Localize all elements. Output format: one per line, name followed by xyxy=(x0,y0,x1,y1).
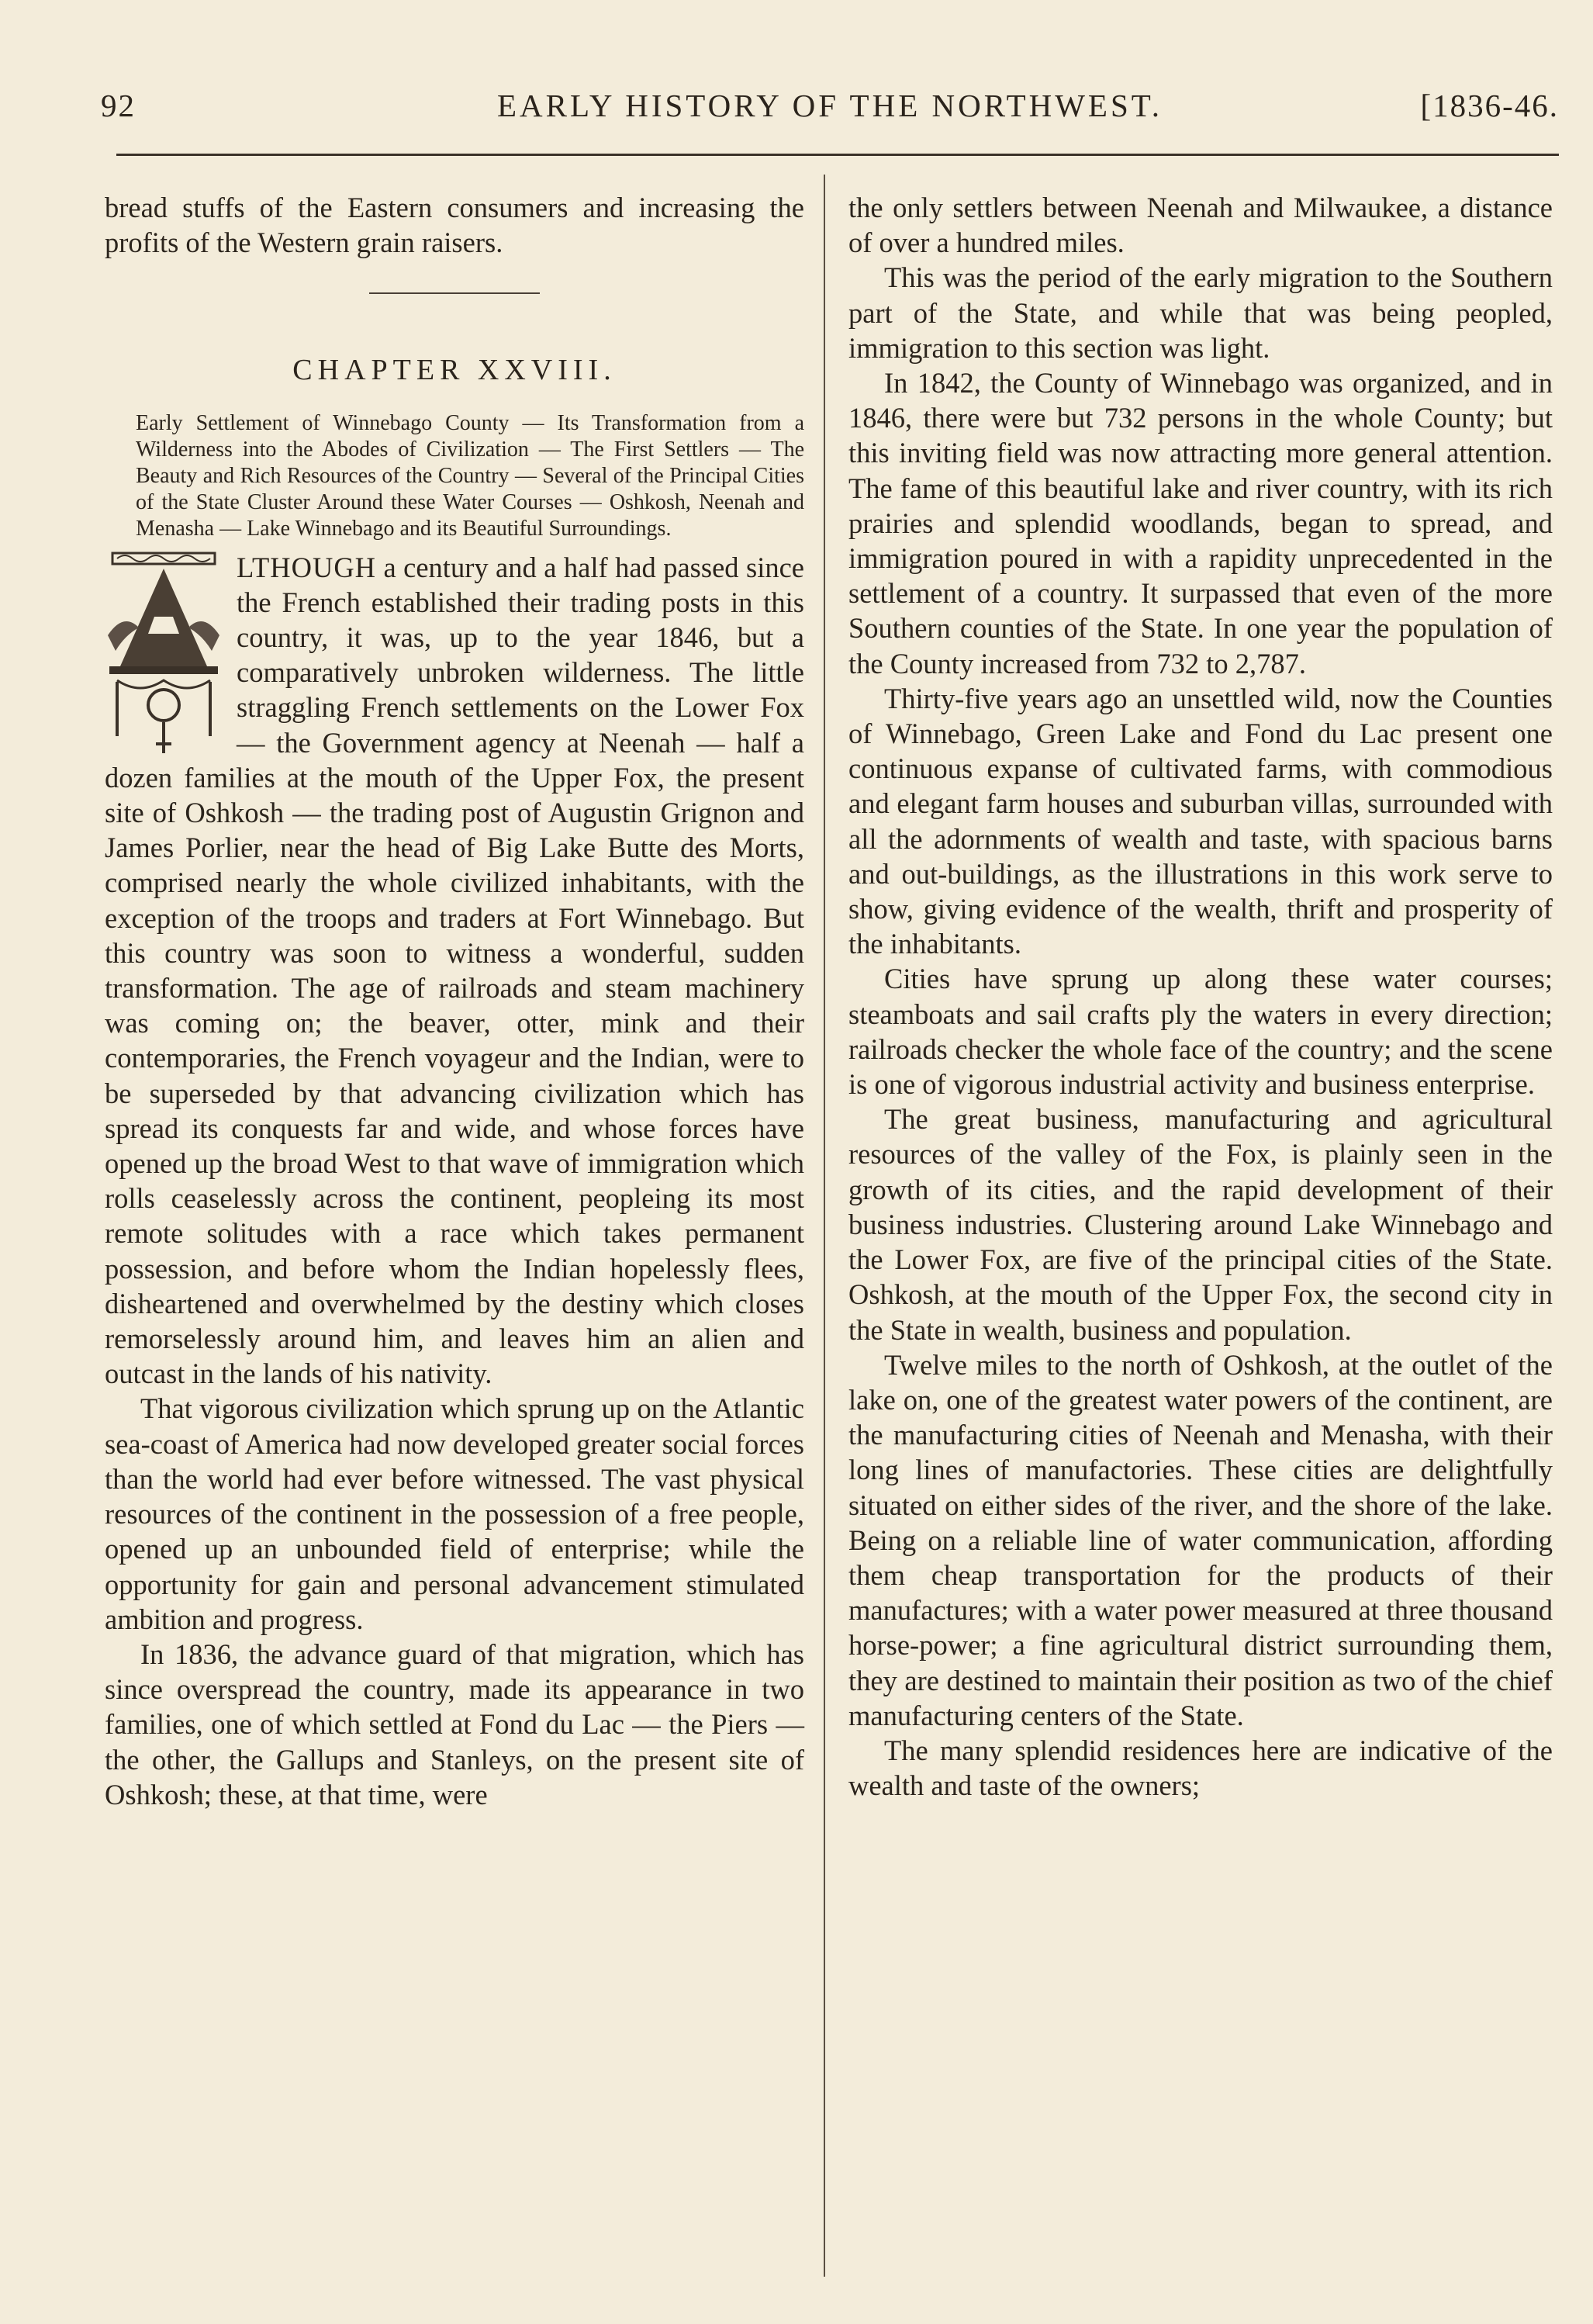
drop-cap-ornament-icon xyxy=(102,550,226,759)
running-title: EARLY HISTORY OF THE NORTHWEST. xyxy=(496,88,1163,123)
paragraph-migration: This was the period of the early migration to the Southern part of the State, and while that was being peopled, immigration to this section was light. xyxy=(848,261,1553,364)
paragraph-settlers: the only settlers between Neenah and Milwaukee, a distance of over a hundred miles. xyxy=(848,192,1553,259)
drop-cap-lead-word: LTHOUGH xyxy=(237,551,377,583)
right-column xyxy=(848,190,1553,1803)
paragraph-civilization: That vigorous civilization which sprung up on the Atlantic sea-coast of America had now developed greater social forces than the world had ever before witnessed. The vast physical resources of the continent in the possession of a free people, opened up an unbounded field of enterprise; while the opportunity for gain and personal advancement stimulated ambition and progress. xyxy=(105,1392,804,1635)
section-divider xyxy=(369,292,540,294)
header-rule xyxy=(116,154,1559,156)
ornamental-drop-cap xyxy=(102,550,226,759)
continuation-paragraph: bread stuffs of the Eastern consumers and increasing the profits of the Western grain raisers. xyxy=(105,192,804,259)
chapter-synopsis: Early Settlement of Winnebago County — Its Transformation from a Wilderness into the Abodes of Civilization — The First Settlers — The Beauty and Rich Resources of the Country — Several of the Principal Cities of the State Cluster Around these Water Courses — Oshkosh, Neenah and Menasha — Lake Winnebago and its Beautiful Surroundings. xyxy=(136,410,804,541)
paragraph-fox-valley: The great business, manufacturing and agricultural resources of the valley of the Fox, is plainly seen in the growth of its cities, and the rapid development of their business industries. Clustering around Lake Winnebago and the Lower Fox, are five of the principal cities of the State. Oshkosh, at the mouth of the Upper Fox, the second city in the State in wealth, business and population. xyxy=(848,1103,1553,1346)
paragraph-1842: In 1842, the County of Winnebago was organized, and in 1846, there were but 732 persons in the whole County; but this inviting field was now attracting more general attention. The fame of this beautiful lake and river country, with its rich prairies and splendid woodlands, began to spread, and immigration poured in with a rapidity unprecedented in the settlement of a country. It surpassed that even of the more Southern counties of the State. In one year the population of the County increased from 732 to 2,787. xyxy=(848,367,1553,680)
running-header xyxy=(101,87,1559,133)
opening-paragraph xyxy=(105,550,804,1392)
chapter-heading: CHAPTER XXVIII. xyxy=(292,354,617,387)
opening-paragraph-text: a century and a half had passed since the French established their trading posts in this country, it was, up to the year 1846, but a comparatively unbroken wilderness. The little straggling French settlements on the Lower Fox — the Government agency at Neenah — half a dozen families at the mouth of the Upper Fox, the present site of Oshkosh — the trading post of Augustin Grignon and James Porlier, near the head of Big Lake Butte des Morts, comprised nearly the whole civilized inhabitants, with the exception of the troops and traders at Fort Winnebago. But this country was soon to witness a wonderful, sudden transformation. The age of railroads and steam machinery was coming on; the beaver, otter, mink and their contemporaries, the French voyageur and the Indian, were to be superseded by that advancing civilization which has spread its conquests far and wide, and whose forces have opened up the broad West to that wave of immigration which rolls ceaselessly across the continent, peopleing its most remote solitudes with a race which takes permanent possession, and before whom the Indian hopelessly flees, disheartened and overwhelmed by the destiny which closes remorselessly around him, and leaves him an alien and outcast in the lands of his nativity. xyxy=(105,551,804,1390)
paragraph-neenah-menasha: Twelve miles to the north of Oshkosh, at the outlet of the lake on, one of the greatest water powers of the continent, are the manufacturing cities of Neenah and Menasha, with their long lines of manufactories. These cities are delightfully situated on either sides of the river, and the shore of the lake. Being on a reliable line of water communication, affording them cheap transportation for the products of their manufactures; with a water power measured at three thousand horse-power; a fine agricultural district surrounding them, they are destined to maintain their position as two of the chief manufacturing centers of the State. xyxy=(848,1348,1553,1731)
page-number: 92 xyxy=(101,88,136,123)
year-range: [1836-46. xyxy=(1420,88,1559,123)
paragraph-residences: The many splendid residences here are indicative of the wealth and taste of the owners; xyxy=(848,1734,1553,1802)
paragraph-1836: In 1836, the advance guard of that migration, which has since overspread the country, made its appearance in two families, one of which settled at Fond du Lac — the Piers — the other, the Gallups and Stanleys, on the present site of Oshkosh; these, at that time, were xyxy=(105,1638,804,1810)
paragraph-cities: Cities have sprung up along these water courses; steamboats and sail crafts ply the waters in every direction; railroads checker the whole face of the country; and the scene is one of vigorous industrial activity and business enterprise. xyxy=(848,963,1553,1101)
column-separator xyxy=(824,175,825,2277)
paragraph-thirty-five-years: Thirty-five years ago an unsettled wild, now the Counties of Winnebago, Green Lake and Fond du Lac present one continuous expanse of cultivated farms, with commodious and elegant farm houses and suburban villas, surrounded with all the adornments of wealth and taste, with spacious barns and out-buildings, as the illustrations in this work serve to show, giving evidence of the wealth, thrift and prosperity of the inhabitants. xyxy=(848,682,1553,960)
left-column xyxy=(105,190,804,1812)
